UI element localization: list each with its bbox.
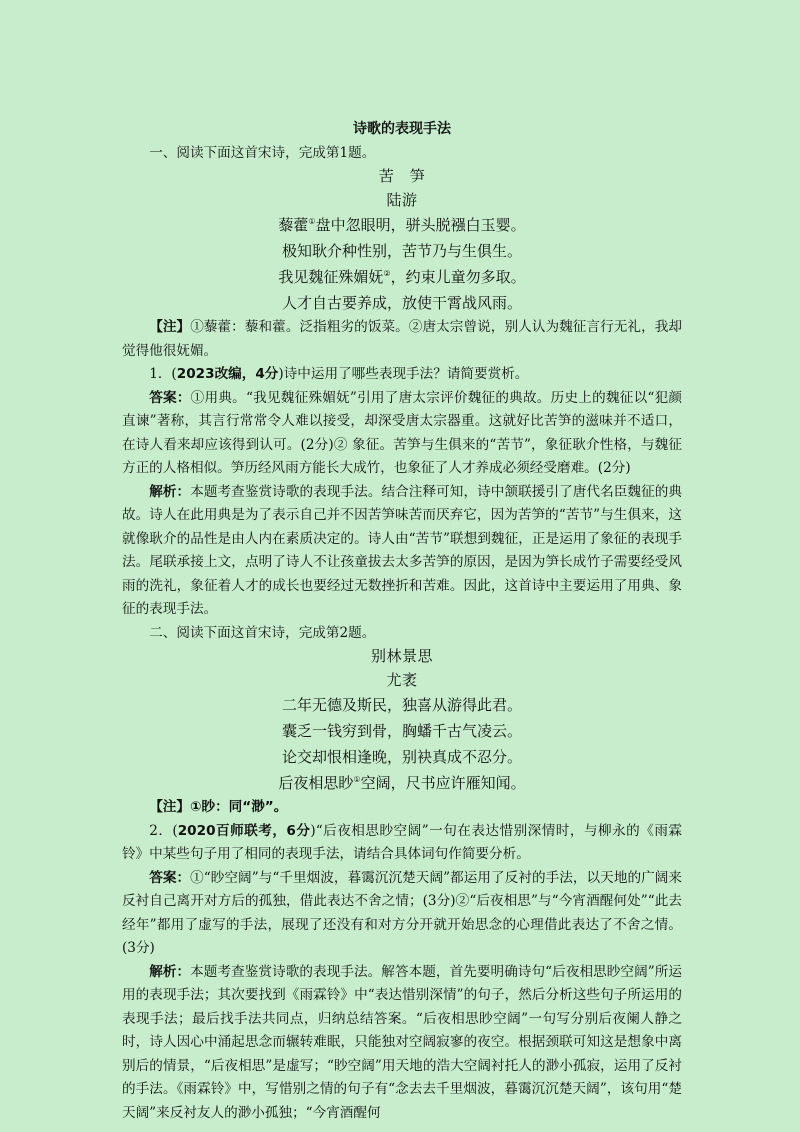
poem2-title: 别林景思 bbox=[370, 647, 433, 665]
analysis-2: 解析：本题考查鉴赏诗歌的表现手法。解答本题，首先要明确诗句“后夜相思眇空阔”所运用的表现手法；其次要找到《雨霖铃》中“表达惜别深情”的句子，然后分析这些句子所运用的表现手法；最后找手法共同点，归纳总结答案。“后夜相思眇空阔”一句写分别后夜阑人静之时，诗人因心中涌起思念而辗转难眠，只能独对空阔寂寥的夜空。根据颈联可知这是想象中离别后的情景，“后夜相思”是虚写；“眇空阔”用天地的浩大空阔衬托人的渺小孤寂，运用了反衬的手法。《雨霖铃》中，写惜别之情的句子有“念去去千里烟波，暮霭沉沉楚天阔”，该句用“楚天阔”来反衬友人的渺小孤独；“今宵酒醒何 bbox=[122, 963, 682, 1121]
footnote-marker: ① bbox=[308, 217, 316, 226]
poem2-line: 二年无德及斯民，独喜从游得此君。 bbox=[281, 696, 522, 714]
question-1: 1．(2023改编，4分)诗中运用了哪些表现手法？请简要赏析。 bbox=[149, 366, 529, 382]
poem1-author: 陆游 bbox=[386, 190, 418, 209]
answer-2: 答案：①“眇空阔”与“千里烟波，暮霭沉沉楚天阔”都运用了反衬的手法，以天地的广阔来反衬自己离开对方后的孤独，借此表达不舍之情；(3分)②“后夜相思”与“今宵酒醒何处”“此去经年”都用了虚写的手法，展现了还没有和对方分开就开始思念的心理借此表达了不舍之情。(3分) bbox=[122, 869, 683, 956]
footnote-marker: ② bbox=[383, 269, 391, 278]
poem1-line: 我见魏征殊媚妩②，约束儿童勿多取。 bbox=[278, 268, 526, 286]
question-2: 2．(2020百师联考，6分)“后夜相思眇空阔”一句在表达惜别深情时，与柳永的《雨霖铃》中某些句子用了相同的表现手法，请结合具体词句作简要分析。 bbox=[122, 822, 683, 862]
answer-1: 答案：①用典。“我见魏征殊媚妩”引用了唐太宗评价魏征的典故。历史上的魏征以“犯颜直谏”著称，其言行常常令人难以接受，却深受唐太宗器重。这就好比苦笋的滋味并不适口，在诗人看来却应该得到认可。(2分)② 象征。苦笋与生俱来的“苦节”，象征耿介性格，与魏征方正的人格相似。笋历经风雨方能长大成竹，也象征了人才养成必须经受磨难。(2分) bbox=[122, 389, 682, 476]
poem2-note: 【注】①眇：同“渺”。 bbox=[149, 799, 288, 815]
analysis-1: 解析：本题考查鉴赏诗歌的表现手法。结合注释可知，诗中颔联援引了唐代名臣魏征的典故。诗人在此用典是为了表示自己并不因苦笋味苦而厌弃它，因为苦笋的“苦节”与生俱来，这就像耿介的品性是由人内在素质决定的。诗人由“苦节”联想到魏征，正是运用了象征的表现手法。尾联承接上文，点明了诗人不让孩童拔去太多苦笋的原因，是因为笋长成竹子需要经受风雨的洗礼，象征着人才的成长也要经过无数挫折和苦难。因此，这首诗中主要运用了用典、象征的表现手法。 bbox=[122, 483, 683, 617]
poem1-note: 【注】①藜藿：藜和藿。泛指粗劣的饭菜。②唐太宗曾说，别人认为魏征言行无礼，我却觉得他很妩媚。 bbox=[122, 319, 683, 359]
poem1-line: 人才自古要养成，放使干霄战风雨。 bbox=[281, 294, 522, 312]
poem2-line: 囊乏一钱穷到骨，胸蟠千古气凌云。 bbox=[281, 722, 522, 740]
poem2-author: 尤袤 bbox=[386, 670, 418, 689]
document-page bbox=[122, 118, 682, 1125]
poem2-line: 后夜相思眇①空阔，尺书应许雁知闻。 bbox=[278, 774, 526, 792]
poem2-line: 论交却恨相逢晚，别袂真成不忍分。 bbox=[281, 748, 522, 766]
poem1-line: 极知耿介种性别，苦节乃与生俱生。 bbox=[281, 242, 522, 260]
footnote-marker: ① bbox=[353, 775, 361, 784]
poem1-line: 藜藿①盘中忽眼明，骈头脱襁白玉婴。 bbox=[278, 216, 526, 234]
section1-heading: 一、阅读下面这首宋诗，完成第1题。 bbox=[149, 144, 376, 161]
poem1-title: 苦 笋 bbox=[378, 167, 426, 185]
page-title: 诗歌的表现手法 bbox=[353, 121, 451, 137]
section2-heading: 二、阅读下面这首宋诗，完成第2题。 bbox=[149, 624, 376, 641]
